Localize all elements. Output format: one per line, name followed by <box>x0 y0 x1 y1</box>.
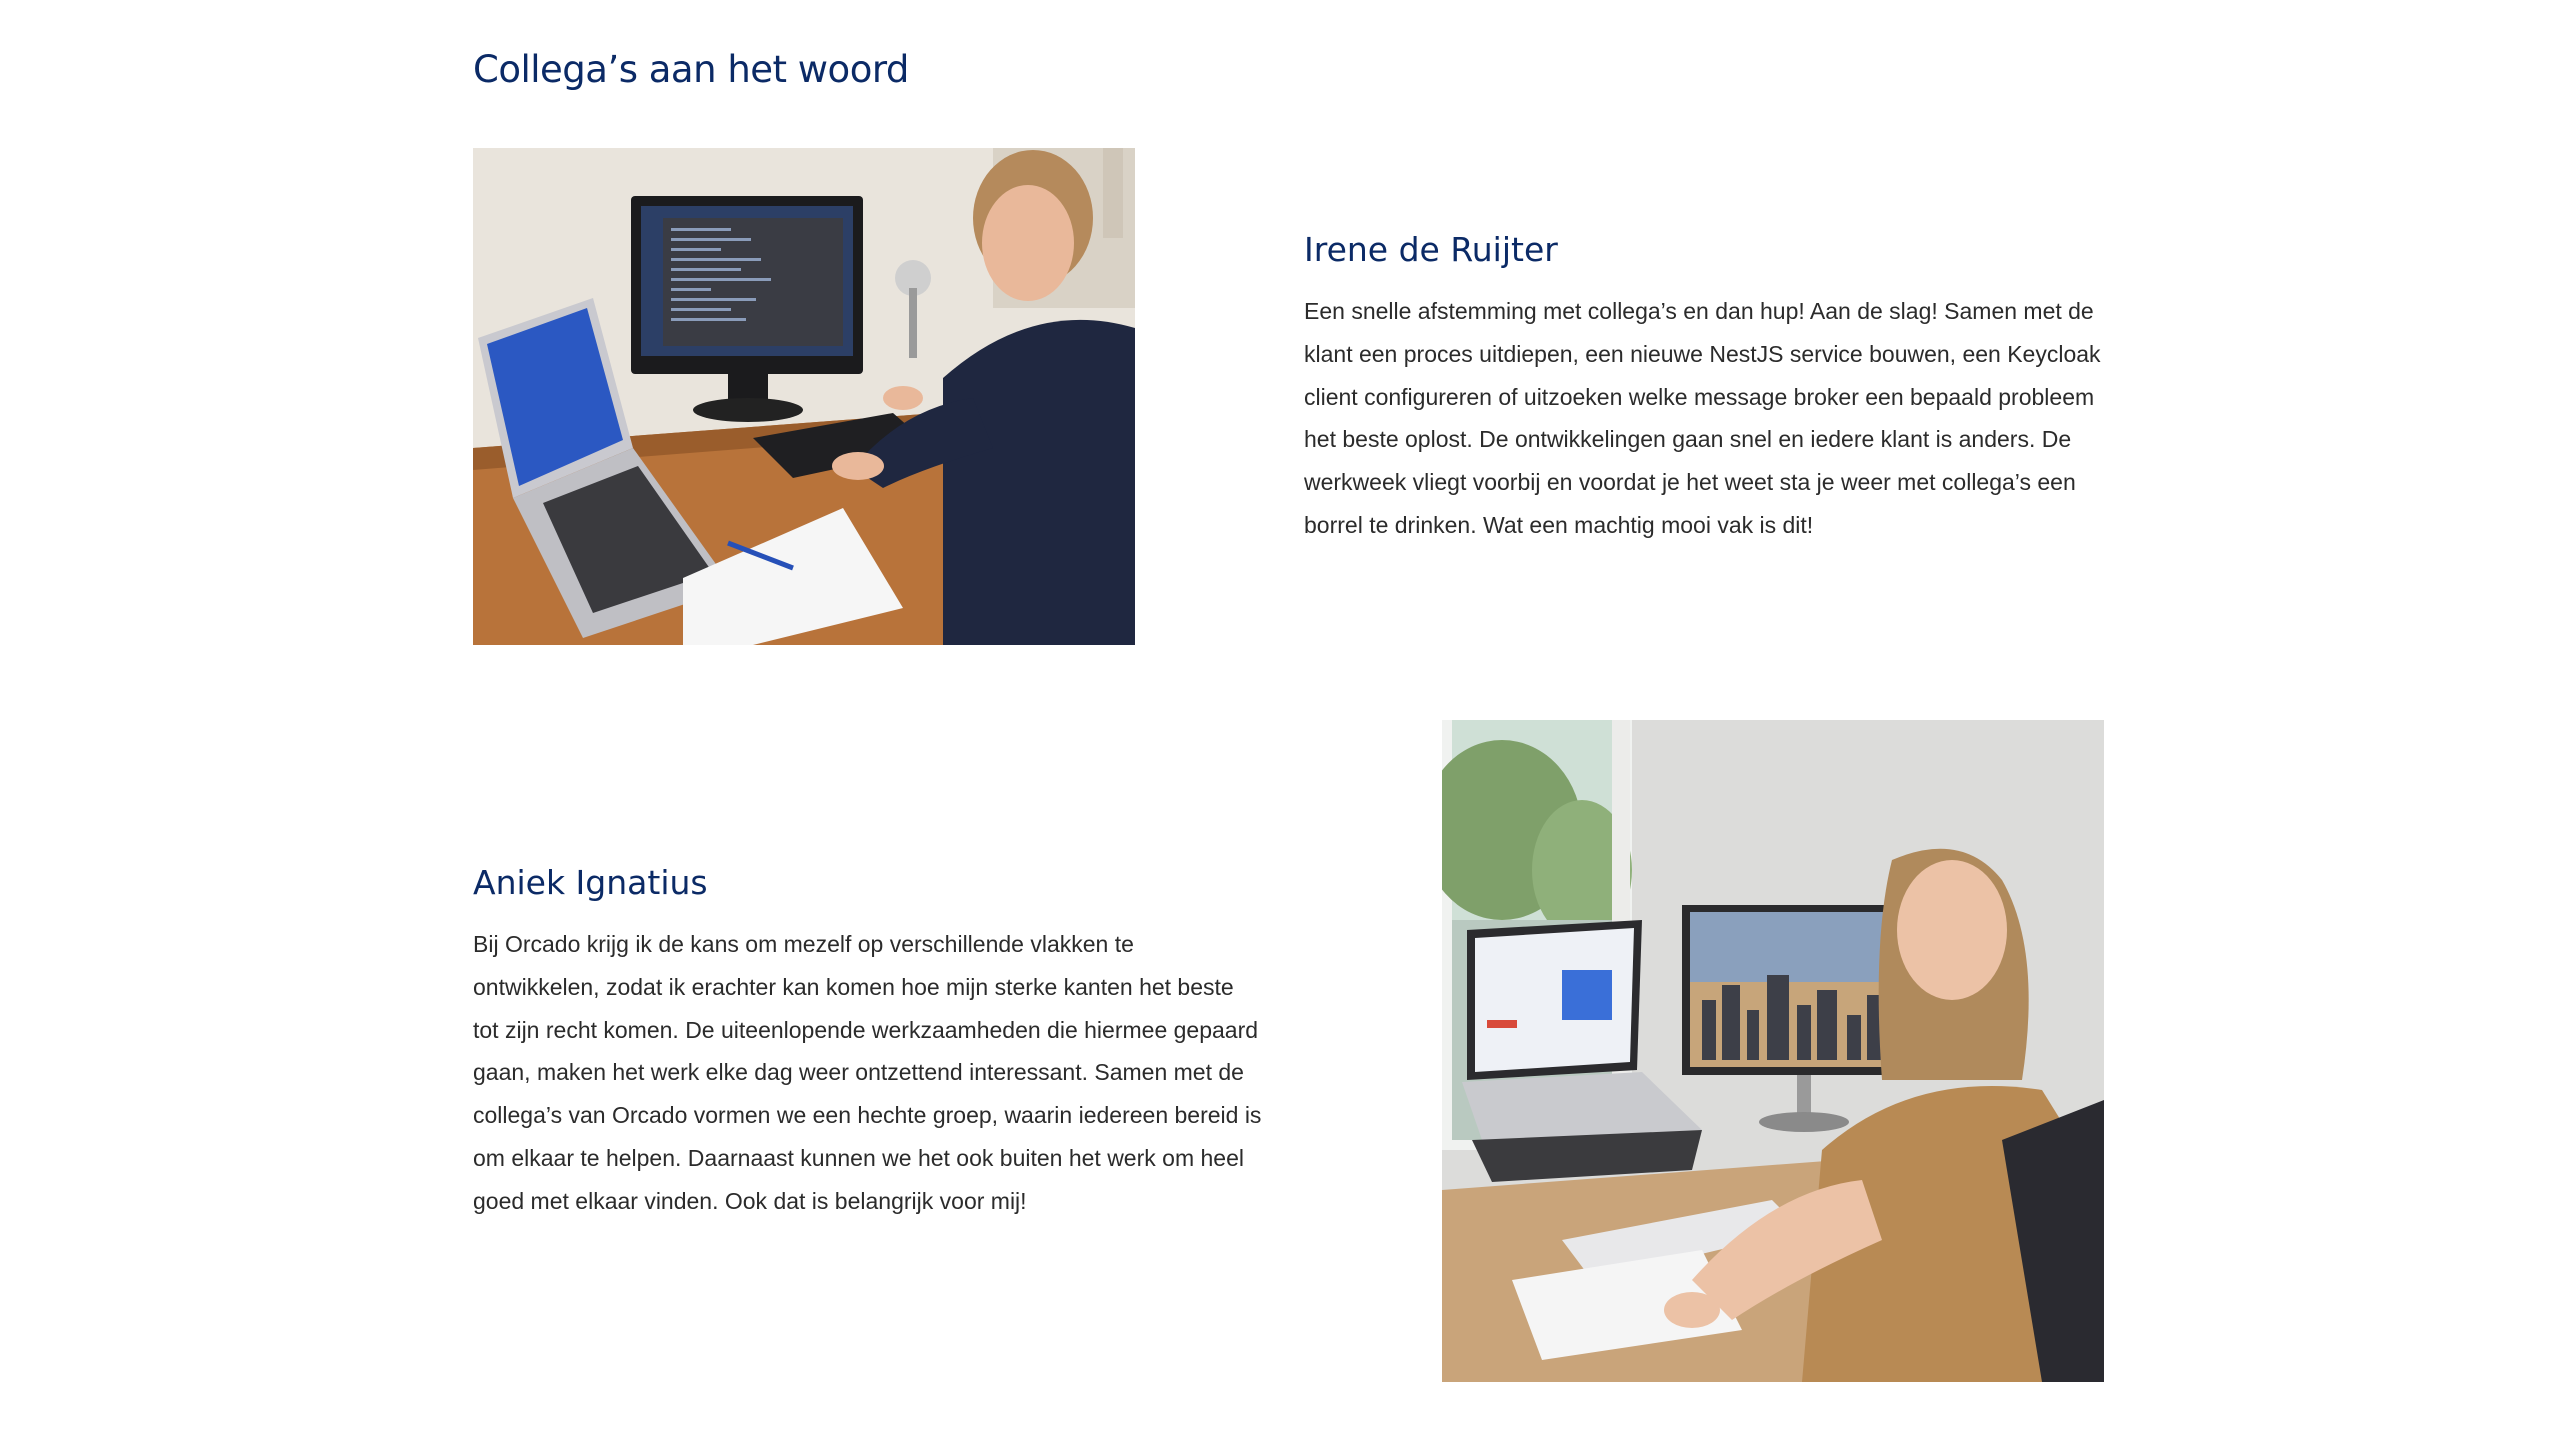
colleague-name-irene: Irene de Ruijter <box>1304 230 1558 269</box>
irene-photo <box>473 148 1135 645</box>
aniek-photo <box>1442 720 2104 1382</box>
colleague-bio-irene: Een snelle afstemming met collega’s en dan hup! Aan de slag! Samen met de klant een proces uitdiepen, een nieuwe NestJS service bouwen, een Keycloak client configureren of uitzoeken welke message broker een bepaald probleem het beste oplost. De ontwikkelingen gaan snel en iedere klant is anders. De werkweek vliegt voorbij en voordat je het weet sta je weer met collega’s een borrel te drinken. Wat een machtig mooi vak is dit! <box>1304 298 2101 538</box>
section-title: Collega’s aan het woord <box>473 48 909 91</box>
colleague-name-aniek: Aniek Ignatius <box>473 863 708 902</box>
colleague-bio-aniek: Bij Orcado krijg ik de kans om mezelf op verschillende vlakken te ontwikkelen, zodat ik erachter kan komen hoe mijn sterke kanten het beste tot zijn recht komen. De uiteenlopende werkzaamheden die hiermee gepaard gaan, maken het werk elke dag weer ontzettend interessant. Samen met de collega’s van Orcado vormen we een hechte groep, waarin iedereen bereid is om elkaar te helpen. Daarnaast kunnen we het ook buiten het werk om heel goed met elkaar vinden. Ook dat is belangrijk voor mij! <box>473 931 1262 1214</box>
